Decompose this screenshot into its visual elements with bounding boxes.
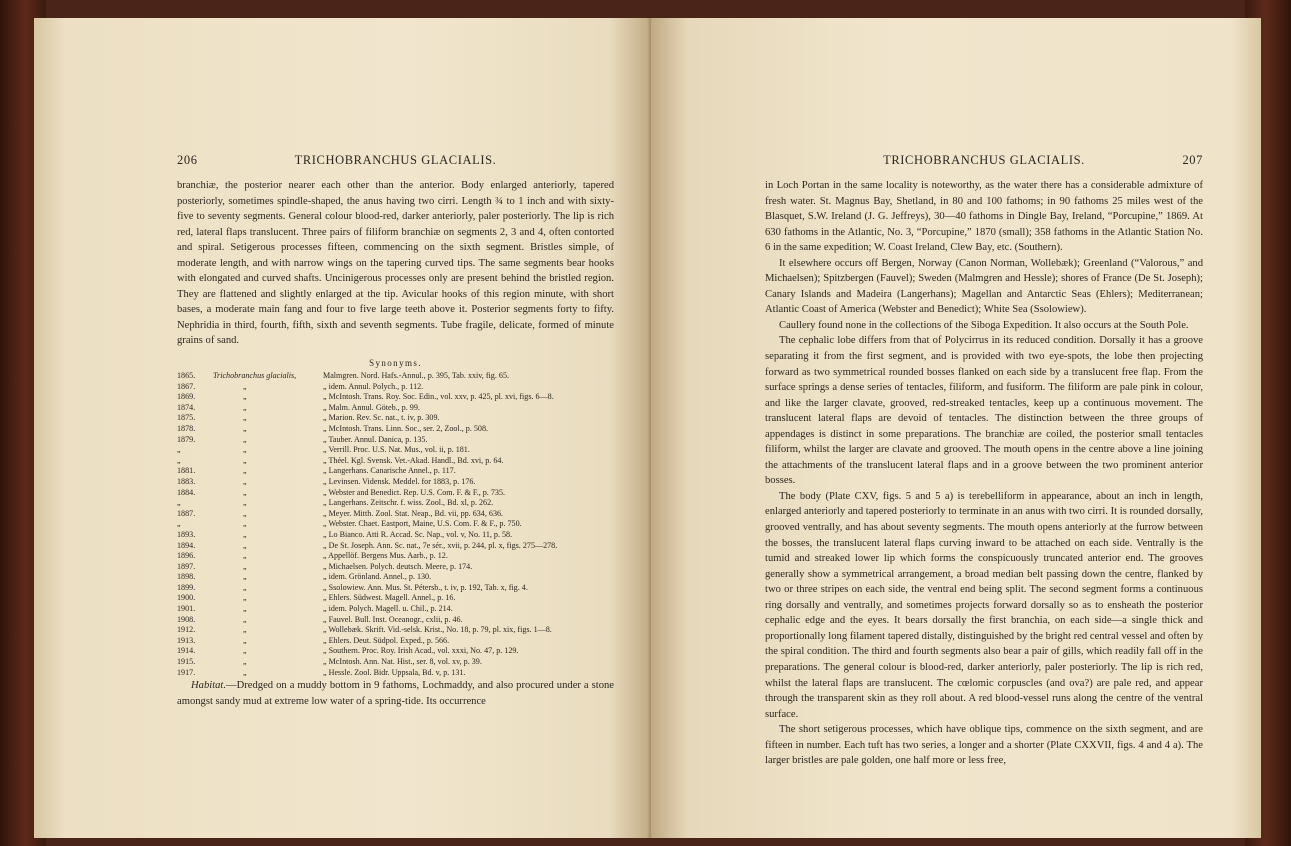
synonym-year: 1914. (177, 646, 196, 656)
habitat-paragraph (177, 678, 614, 709)
synonym-row (177, 615, 614, 626)
synonym-reference: „ McIntosh. Ann. Nat. Hist., ser. 8, vol. xv, p. 39. (323, 657, 482, 667)
right-paragraph-3: Caullery found none in the collections of the Siboga Expedition. It also occurs at the South Pole. (779, 319, 1189, 331)
synonym-year: 1915. (177, 657, 196, 667)
synonym-year: 1913. (177, 635, 196, 645)
synonym-name: „ (243, 466, 247, 476)
synonym-year: 1896. (177, 551, 196, 561)
left-running-head (177, 153, 614, 169)
synonym-reference: „ Hessle. Zool. Bidr. Uppsala, Bd. v, p. 131. (323, 667, 466, 677)
synonym-row (177, 562, 614, 573)
synonym-reference: „ Verrill. Proc. U.S. Nat. Mus., vol. ii, p. 181. (323, 445, 470, 455)
synonym-year: 1879. (177, 434, 196, 444)
synonym-name: „ (243, 614, 247, 624)
synonym-name: „ (243, 413, 247, 423)
synonym-reference: „ McIntosh. Trans. Linn. Soc., ser. 2, Zool., p. 508. (323, 423, 489, 433)
synonym-row (177, 519, 614, 530)
synonym-year: 1878. (177, 423, 196, 433)
synonym-year: 1894. (177, 540, 196, 550)
synonym-reference: „ Ssolowiew. Ann. Mus. St. Pétersb., t. iv, p. 192, Tab. x, fig. 4. (323, 582, 528, 592)
synonym-reference: „ Webster and Benedict. Rep. U.S. Com. F. & F., p. 735. (323, 487, 506, 497)
synonym-reference: „ idem. Grönland. Annel., p. 130. (323, 572, 432, 582)
synonym-reference: „ Malm. Annul. Göteb., p. 99. (323, 402, 420, 412)
synonym-reference: „ Webster. Chaet. Eastport, Maine, U.S. Com. F. & F., p. 750. (323, 519, 522, 529)
right-running-head (765, 153, 1203, 169)
synonym-year: 1883. (177, 476, 196, 486)
synonym-name: „ (243, 593, 247, 603)
synonym-year: 1865. (177, 371, 196, 381)
synonym-reference: „ Fauvel. Bull. Inst. Oceanogr., cxlii, p. 46. (323, 614, 463, 624)
left-page-number: 206 (177, 153, 198, 167)
synonym-row (177, 509, 614, 520)
synonym-row (177, 413, 614, 424)
right-paragraph-4: The cephalic lobe differs from that of Polycirrus in its reduced condition. Dorsally it has a groove separating it from the first segment, and is provided with two eye-spots, the lobe then projecting forward as two symmetrical rounded bosses flanked on each side by a translucent free flap. From the surface springs a dense series of tentacles, filiform, and fusiform. The filiform are pale pink in colour, and like the larger clavate, grooved, red-streaked tentacles, keep up a continuous movement. The translucent lateral flaps are devoid of tentacles. The distinction between the three groups of appendages is distinct in some preparations. The branchiæ are coiled, the posterior small tentacles filiform, whilst the larger are clavate and grooved. The mouth opens in the centre above a line joining the attachments of the translucent lateral flaps and in a groove between the two prominent anterior bosses. (765, 335, 1203, 487)
right-running-title: TRICHOBRANCHUS GLACIALIS. (883, 153, 1085, 167)
synonym-year: „ (177, 445, 181, 455)
synonym-name: „ (243, 540, 247, 550)
synonym-reference: „ Levinsen. Vidensk. Meddel. for 1883, p. 176. (323, 476, 476, 486)
synonym-year: „ (177, 519, 181, 529)
synonym-name: „ (243, 519, 247, 529)
synonym-reference: „ Tauber. Annul. Danica, p. 135. (323, 434, 428, 444)
synonym-row (177, 488, 614, 499)
synonym-name: „ (243, 582, 247, 592)
synonym-reference: „ Langerhans. Zeitschr. f. wiss. Zool., Bd. xl, p. 262. (323, 498, 494, 508)
synonym-name: „ (243, 508, 247, 518)
synonym-year: „ (177, 498, 181, 508)
synonym-year: „ (177, 455, 181, 465)
synonym-year: 1881. (177, 466, 196, 476)
synonym-year: 1897. (177, 561, 196, 571)
synonym-name: „ (243, 625, 247, 635)
synonym-row (177, 456, 614, 467)
synonym-reference: „ Théel. Kgl. Svensk. Vet.-Akad. Handl., Bd. xvi, p. 64. (323, 455, 504, 465)
synonym-row (177, 382, 614, 393)
synonym-name: „ (243, 402, 247, 412)
left-running-title: TRICHOBRANCHUS GLACIALIS. (294, 153, 497, 167)
synonym-name: „ (243, 476, 247, 486)
synonym-year: 1887. (177, 508, 196, 518)
habitat-label: Habitat. (191, 680, 227, 692)
synonym-year: 1884. (177, 487, 196, 497)
synonym-name: „ (243, 657, 247, 667)
habitat-text: —Dredged on a muddy bottom in 9 fathoms, Lochmaddy, and also procured under a stone amongst sandy mud at extreme low water of a spring-tide. Its occurrence (177, 680, 614, 707)
synonym-reference: „ Ehlers. Südwest. Magell. Annel., p. 16. (323, 593, 456, 603)
synonym-name: „ (243, 551, 247, 561)
synonym-reference: „ idem. Polych. Magell. u. Chil., p. 214. (323, 604, 453, 614)
synonym-reference: „ Michaelsen. Polych. deutsch. Meere, p. 174. (323, 561, 473, 571)
right-page (651, 18, 1261, 838)
synonym-year: 1874. (177, 402, 196, 412)
synonym-year: 1899. (177, 582, 196, 592)
synonym-name: „ (243, 635, 247, 645)
synonym-year: 1867. (177, 381, 196, 391)
left-page (34, 18, 652, 838)
right-paragraph-6: The short setigerous processes, which have oblique tips, commence on the sixth segment, and are fifteen in number. Each tuft has two series, a longer and a shorter (Plate CXXVII, figs. 4 and 4 a). The larger bristles are pale golden, one half more or less free, (765, 724, 1203, 767)
synonym-name: „ (243, 667, 247, 677)
synonym-row (177, 646, 614, 657)
synonym-row (177, 424, 614, 435)
synonym-name: „ (243, 381, 247, 391)
synonym-row (177, 371, 614, 382)
synonym-row (177, 530, 614, 541)
synonym-row (177, 445, 614, 456)
synonym-row (177, 583, 614, 594)
synonym-year: 1908. (177, 614, 196, 624)
synonym-name: „ (243, 445, 247, 455)
synonym-row (177, 604, 614, 615)
synonym-reference: „ Ehlers. Deut. Südpol. Exped., p. 566. (323, 635, 450, 645)
synonym-row (177, 657, 614, 668)
synonym-year: 1917. (177, 667, 196, 677)
synonym-row (177, 466, 614, 477)
synonym-year: 1898. (177, 572, 196, 582)
synonym-row (177, 625, 614, 636)
synonym-year: 1875. (177, 413, 196, 423)
synonyms-heading: Synonyms. (369, 358, 422, 369)
synonym-name: „ (243, 646, 247, 656)
right-paragraph-2: It elsewhere occurs off Bergen, Norway (Canon Norman, Wollebæk); Greenland (“Valorous,” and Michaelsen); Spitzbergen (Fauvel); Sweden (Malmgren and Hessle); shores of France (De St. Joseph); Canary Islands and Madeira (Langerhans); Magellan and Antarctic Seas (Ehlers); Mediterranean; Atlantic Coast of America (Webster and Benedict); White Sea (Ssolowiew). (765, 257, 1203, 316)
synonym-name: „ (243, 498, 247, 508)
synonym-reference: Malmgren. Nord. Hafs.-Annul., p. 395, Tab. xxiv, fig. 65. (323, 371, 510, 381)
synonym-name: „ (243, 423, 247, 433)
left-intro-paragraph: branchiæ, the posterior nearer each other than the anterior. Body enlarged anteriorly, tapered posteriorly, sometimes spindle-shaped, the anus having two cirri. Length ¾ to 1 inch and with sixty-five to seventy segments. General colour blood-red, darker anteriorly, paler posteriorly. The lip is rich red, lateral flaps translucent. Three pairs of filiform branchiæ on segments 2, 3 and 4, often contorted and spiral. Setigerous processes fifteen, commencing on the sixth segment. Bristles simple, of moderate length, and with narrow wings on the tapering curved tips. The same segments bear hooks with elongated and curved shafts. Uncinigerous processes only are present behind the bristled region. They are flattened and slightly enlarged at the tip. Avicular hooks of this region minute, with short bases, a moderate main fang and four to five large teeth above it. Posterior segments forty to fifty. Nephridia in third, fourth, fifth, sixth and seventh segments. Tube fragile, delicate, formed of minute grains of sand. (177, 180, 614, 347)
synonym-row (177, 636, 614, 647)
synonym-year: 1912. (177, 625, 196, 635)
synonym-reference: „ Southern. Proc. Roy. Irish Acad., vol. xxxi, No. 47, p. 129. (323, 646, 519, 656)
synonym-name: „ (243, 572, 247, 582)
synonym-name: „ (243, 529, 247, 539)
synonym-year: 1901. (177, 604, 196, 614)
synonym-row (177, 435, 614, 446)
synonym-reference: „ Appellöf. Bergens Mus. Aarb., p. 12. (323, 551, 448, 561)
synonym-row (177, 668, 614, 679)
synonym-name: „ (243, 604, 247, 614)
synonym-name: Trichobranchus glacialis, (213, 371, 297, 381)
synonym-row (177, 572, 614, 583)
synonym-row (177, 477, 614, 488)
synonym-reference: „ Langerhans. Canarische Annel., p. 117. (323, 466, 456, 476)
synonym-name: „ (243, 392, 247, 402)
synonym-reference: „ McIntosh. Trans. Roy. Soc. Edin., vol. xxv, p. 425, pl. xvi, figs. 6—8. (323, 392, 554, 402)
synonym-year: 1869. (177, 392, 196, 402)
synonym-row (177, 593, 614, 604)
synonym-year: 1893. (177, 529, 196, 539)
synonym-reference: „ De St. Joseph. Ann. Sc. nat., 7e sér., xvii, p. 244, pl. x, figs. 275—278. (323, 540, 558, 550)
synonym-reference: „ Lo Bianco. Atti R. Accad. Sc. Nap., vol. v, No. 11, p. 58. (323, 529, 513, 539)
synonym-row (177, 392, 614, 403)
synonym-row (177, 403, 614, 414)
synonym-reference: „ idem. Annul. Polych., p. 112. (323, 381, 424, 391)
right-paragraph-5: The body (Plate CXV, figs. 5 and 5 a) is terebelliform in appearance, about an inch in length, enlarged anteriorly and tapered posteriorly to terminate in an anus with two cirri. It is rounded dorsally, grooved ventrally, and has about seventy segments. The mouth opens anteriorly at the furrow between the bosses, the translucent lateral flaps curving inward to be attached on each side. Ventrally is the tumid and streaked lower lip which forms the conspicuously truncated anterior end. The grooves generally show a symmetrical arrangement, a broad median belt passing down the centre, flanked by two or three stripes on each side, the ventral end being split. The second segment forms a continuous ring dorsally and ventrally, and sometimes projects forward dorsally so as to ensheath the posterior cephalic edge and the eyes. It bears dorsally the first branchia, on each side—a single thick and proportionally long filament tapered distally, distinguished by the bright red central vessel and often by the spiral condition. The third and fourth segments also bear a pair of gills, which readily fall off in the preparations. The general colour is blood-red, darker anteriorly, paler posteriorly. The lip is rich red, whilst the lateral flaps are translucent. The cœlomic corpuscles (and ova?) are pale red, and appear through the transparent skin as they roll about. A red blood-vessel runs along the centre of the ventral surface. (765, 490, 1203, 720)
synonym-name: „ (243, 561, 247, 571)
synonym-row (177, 541, 614, 552)
synonym-reference: „ Meyer. Mitth. Zool. Stat. Neap., Bd. vii, pp. 634, 636. (323, 508, 504, 518)
synonym-reference: „ Wollebæk. Skrift. Vid.-selsk. Krist., No. 18, p. 79, pl. xix, figs. 1—8. (323, 625, 552, 635)
right-page-number: 207 (1182, 153, 1203, 167)
synonym-name: „ (243, 455, 247, 465)
synonyms-table (177, 371, 614, 678)
synonym-reference: „ Marion. Rev. Sc. nat., t. iv, p. 309. (323, 413, 440, 423)
synonym-row (177, 551, 614, 562)
synonym-year: 1900. (177, 593, 196, 603)
right-paragraph-1: in Loch Portan in the same locality is noteworthy, as the water there has a considerable admixture of fresh water. St. Magnus Bay, Shetland, in 80 and 100 fathoms; in 90 fathoms 25 miles west of the Blasquet, S.W. Ireland (J. G. Jeffreys), 30—40 fathoms in Dingle Bay, Ireland, “Porcupine,” 1869. At 630 fathoms in the Atlantic, No. 3, “Porcupine,” 1870 (small); 358 fathoms in the Atlantic Station No. 6 in the same expedition; W. Coast Ireland, Clew Bay, etc. (Southern). (765, 180, 1203, 254)
synonym-name: „ (243, 487, 247, 497)
synonym-row (177, 498, 614, 509)
synonym-name: „ (243, 434, 247, 444)
